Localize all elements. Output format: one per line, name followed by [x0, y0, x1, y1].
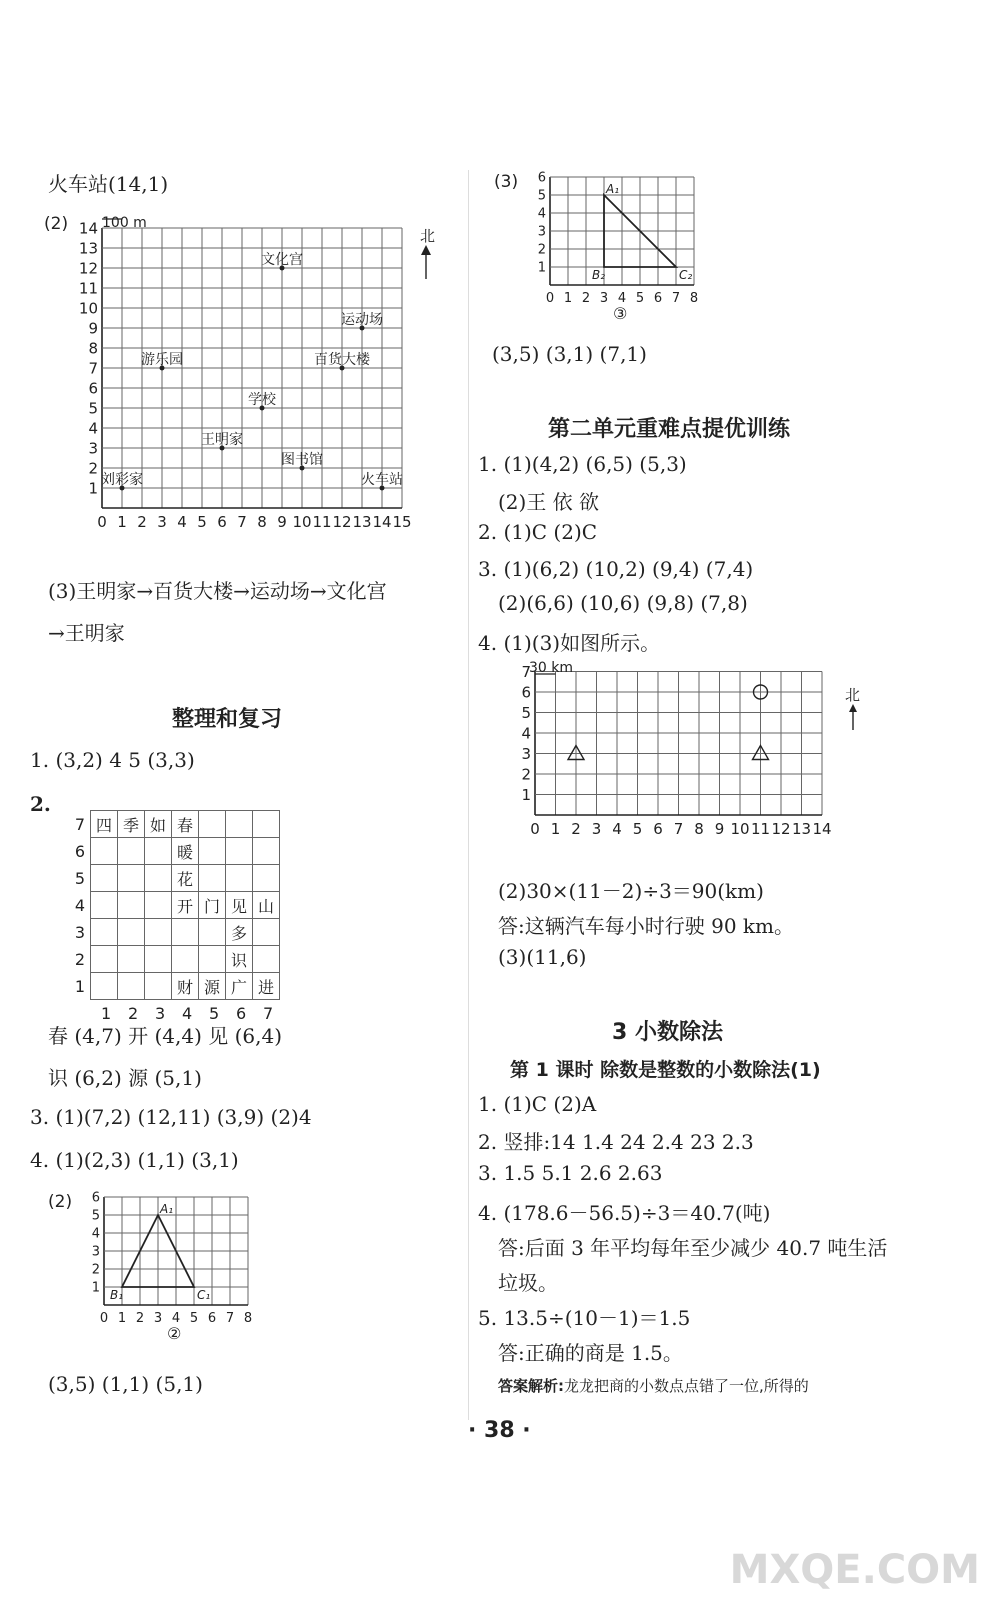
char-grid-cell [199, 865, 226, 892]
north-arrow-head [849, 704, 857, 712]
watermark: MXQE.COM [729, 1547, 980, 1593]
lesson-title: 第 1 课时 除数是整数的小数除法(1) [510, 1059, 821, 1081]
x-tick-label: 4 [612, 820, 622, 838]
x-tick-label: 5 [197, 513, 207, 531]
chapter3-q5: 5. 13.5÷(10－1)＝1.5 [478, 1306, 691, 1330]
x-tick-label: 4 [177, 513, 187, 531]
unit2-q4b: (2)30×(11－2)÷3＝90(km) [498, 879, 764, 903]
x-tick-label: 7 [671, 291, 681, 306]
unit2-title: 第二单元重难点提优训练 [548, 417, 791, 442]
y-tick-label: 8 [88, 339, 98, 358]
char-grid-cell: 季 [118, 811, 145, 838]
y-tick-label: 14 [78, 219, 98, 238]
char-grid-cell [145, 946, 172, 973]
x-tick-label: 6 [217, 513, 227, 531]
y-tick-label: 6 [537, 170, 546, 186]
char-grid-cell: 进 [253, 973, 280, 1000]
north-label: 北 [845, 686, 861, 704]
y-tick-label: 1 [521, 785, 531, 804]
y-tick-label: 6 [91, 1190, 100, 1206]
char-grid-y-label: 7 [74, 814, 86, 834]
x-tick-label: 10 [730, 820, 750, 838]
vertex-a-label: A₁ [160, 1202, 174, 1216]
place-label: 运动场 [341, 312, 383, 328]
figure-2-coordinates: (3,5) (1,1) (5,1) [48, 1372, 203, 1396]
place-label: 文化宫 [261, 252, 303, 268]
char-grid-cell [253, 865, 280, 892]
x-tick-label: 3 [153, 1311, 163, 1326]
chapter3-q4-answer-b: 垃圾。 [498, 1271, 558, 1295]
y-tick-label: 5 [537, 188, 546, 204]
char-grid-cell: 财 [172, 973, 199, 1000]
x-tick-label: 0 [530, 820, 540, 838]
char-grid-cell [199, 838, 226, 865]
x-tick-label: 7 [225, 1311, 235, 1326]
triangle-figure-2 [44, 1185, 284, 1365]
char-grid-cell [253, 946, 280, 973]
y-tick-label: 11 [78, 279, 98, 298]
vertex-b-label: B₁ [110, 1288, 124, 1302]
y-tick-label: 3 [88, 439, 98, 458]
char-grid-cell [118, 892, 145, 919]
y-tick-label: 2 [521, 765, 531, 784]
y-tick-label: 1 [91, 1280, 100, 1296]
map-grid-4 [505, 660, 895, 860]
char-grid-y-label: 1 [74, 976, 86, 996]
chapter3-q3: 3. 1.5 5.1 2.6 2.63 [478, 1161, 663, 1185]
review-title: 整理和复习 [172, 707, 283, 732]
char-grid-cell [253, 919, 280, 946]
char-grid-cell [91, 919, 118, 946]
unit2-q4d: (3)(11,6) [498, 945, 587, 969]
x-tick-label: 15 [392, 513, 412, 531]
x-tick-label: 2 [137, 513, 147, 531]
figure-label: (2) [44, 214, 69, 234]
char-grid-cell [145, 973, 172, 1000]
y-tick-label: 1 [537, 260, 546, 276]
char-grid-cell [118, 946, 145, 973]
char-grid-row [70, 811, 280, 838]
place-label: 游乐园 [141, 352, 183, 368]
char-grid-cell [199, 919, 226, 946]
page-number: · 38 · [468, 1418, 531, 1443]
x-tick-label: 13 [791, 820, 812, 838]
y-tick-label: 6 [521, 683, 531, 702]
x-tick-label: 3 [591, 820, 602, 838]
unit2-q4c: 答:这辆汽车每小时行驶 90 km。 [498, 914, 794, 938]
route-line-1: (3)王明家→百货大楼→运动场→文化宫 [48, 579, 387, 603]
char-grid-cell: 门 [199, 892, 226, 919]
x-tick-label: 2 [571, 820, 581, 838]
char-grid-cell [118, 973, 145, 1000]
vertex-a-label: A₁ [606, 182, 620, 196]
place-label: 刘彩家 [101, 472, 143, 488]
char-grid-cell: 识 [226, 946, 253, 973]
x-tick-label: 11 [750, 820, 771, 838]
char-grid-cell [91, 838, 118, 865]
unit2-q4: 4. (1)(3)如图所示。 [478, 631, 661, 655]
char-grid-cell: 广 [226, 973, 253, 1000]
place-label: 百货大楼 [314, 352, 370, 368]
char-grid-x-label: 5 [209, 1004, 220, 1023]
y-tick-label: 4 [521, 724, 531, 743]
y-tick-label: 7 [88, 359, 98, 378]
y-tick-label: 2 [88, 459, 98, 478]
char-grid-cell [226, 838, 253, 865]
char-grid-y-label: 4 [74, 895, 86, 915]
north-arrow-head [421, 245, 431, 255]
place-label: 图书馆 [281, 452, 323, 468]
x-tick-label: 8 [243, 1311, 253, 1326]
x-tick-label: 5 [632, 820, 643, 838]
x-tick-label: 3 [157, 513, 167, 531]
x-tick-label: 7 [673, 820, 684, 838]
analysis-text: 龙龙把商的小数点点错了一位,所得的 [564, 1377, 809, 1395]
x-tick-label: 0 [97, 513, 107, 531]
char-grid-cell: 多 [226, 919, 253, 946]
char-grid-row [70, 865, 280, 892]
map-grid-2 [40, 205, 460, 550]
chapter3-q1: 1. (1)C (2)A [478, 1092, 597, 1116]
char-grid-y-label: 3 [74, 922, 86, 942]
y-tick-label: 3 [91, 1244, 100, 1260]
y-tick-label: 4 [537, 206, 546, 222]
figure-caption: ② [167, 1324, 182, 1343]
review-q3: 3. (1)(7,2) (12,11) (3,9) (2)4 [30, 1105, 312, 1129]
grid-lines [102, 228, 402, 508]
unit2-q1a: 1. (1)(4,2) (6,5) (5,3) [478, 452, 687, 476]
unit2-q2: 2. (1)C (2)C [478, 520, 598, 544]
place-label: 学校 [248, 392, 276, 408]
chapter3-q4: 4. (178.6－56.5)÷3＝40.7(吨) [478, 1201, 771, 1225]
char-grid-cell [91, 865, 118, 892]
y-tick-label: 6 [88, 379, 98, 398]
y-tick-label: 10 [78, 299, 98, 318]
y-tick-label: 4 [91, 1226, 100, 1242]
char-grid-cell [253, 838, 280, 865]
x-tick-label: 8 [257, 513, 267, 531]
char-grid-cell [145, 865, 172, 892]
char-grid-cell: 源 [199, 973, 226, 1000]
char-grid-y-label: 2 [74, 949, 86, 969]
y-tick-label: 3 [537, 224, 546, 240]
x-tick-label: 1 [117, 1311, 127, 1326]
x-tick-label: 1 [550, 820, 561, 838]
x-tick-label: 4 [171, 1311, 181, 1326]
y-tick-label: 1 [88, 479, 98, 498]
figure-label: (3) [494, 172, 519, 192]
character-grid [70, 810, 280, 1000]
x-tick-label: 0 [99, 1311, 109, 1326]
char-grid-cell [91, 892, 118, 919]
chapter3-q4-answer-a: 答:后面 3 年平均每年至少减少 40.7 吨生活 [498, 1236, 888, 1260]
review-q1: 1. (3,2) 4 5 (3,3) [30, 748, 195, 772]
char-grid-cell: 四 [91, 811, 118, 838]
route-line-2: →王明家 [48, 621, 125, 645]
char-grid-y-label: 5 [74, 868, 86, 888]
review-q2-label: 2. [30, 792, 51, 816]
unit2-q3b: (2)(6,6) (10,6) (9,8) (7,8) [498, 591, 748, 615]
y-tick-label: 4 [88, 419, 98, 438]
char-grid-cell: 暖 [172, 838, 199, 865]
y-tick-label: 13 [78, 239, 98, 258]
figure-label: (2) [48, 1192, 73, 1212]
char-grid-x-label: 1 [101, 1004, 112, 1023]
x-tick-label: 6 [653, 820, 663, 838]
char-grid-row [70, 946, 280, 973]
chapter3-title: 3 小数除法 [612, 1020, 723, 1045]
figure-3-coordinates: (3,5) (3,1) (7,1) [492, 342, 647, 366]
x-tick-label: 8 [694, 820, 704, 838]
char-grid-cell [226, 811, 253, 838]
scale-label: 30 km [529, 660, 574, 676]
review-q4: 4. (1)(2,3) (1,1) (3,1) [30, 1148, 239, 1172]
chapter3-q5-answer: 答:正确的商是 1.5。 [498, 1341, 683, 1365]
char-grid-x-label: 3 [155, 1004, 166, 1023]
north-label: 北 [420, 227, 436, 245]
char-grid-cell: 花 [172, 865, 199, 892]
char-grid-cell [172, 946, 199, 973]
chapter3-q2: 2. 竖排:14 1.4 24 2.4 23 2.3 [478, 1130, 754, 1154]
triangle-figure-3 [490, 165, 720, 330]
char-grid-cell [91, 946, 118, 973]
y-tick-label: 3 [521, 744, 531, 763]
figure-caption: ③ [613, 304, 628, 323]
char-grid-cell [118, 919, 145, 946]
char-grid-cell: 见 [226, 892, 253, 919]
char-grid-cell [118, 838, 145, 865]
column-divider [468, 170, 469, 1420]
char-grid-x-label: 6 [236, 1004, 247, 1023]
unit2-q3a: 3. (1)(6,2) (10,2) (9,4) (7,4) [478, 557, 754, 581]
char-grid-cell [145, 838, 172, 865]
x-tick-label: 7 [237, 513, 247, 531]
char-grid-row [70, 892, 280, 919]
char-grid-x-label: 2 [128, 1004, 139, 1023]
char-grid-row [70, 973, 280, 1000]
char-grid-cell: 春 [172, 811, 199, 838]
x-tick-label: 8 [689, 291, 699, 306]
x-tick-label: 9 [714, 820, 725, 838]
y-tick-label: 5 [91, 1208, 100, 1224]
place-label: 火车站 [361, 472, 403, 488]
char-grid-cell [199, 811, 226, 838]
x-tick-label: 4 [617, 291, 627, 306]
x-tick-label: 12 [332, 513, 352, 531]
vertex-b-label: B₂ [592, 268, 606, 282]
x-tick-label: 13 [352, 513, 372, 531]
char-grid-row [70, 919, 280, 946]
x-tick-label: 12 [771, 820, 791, 838]
char-grid-cell [145, 919, 172, 946]
char-grid-cell [253, 811, 280, 838]
char-grid-row [70, 838, 280, 865]
char-grid-cell: 开 [172, 892, 199, 919]
x-tick-label: 3 [599, 291, 609, 306]
char-grid-cell: 如 [145, 811, 172, 838]
vertex-c-label: C₂ [679, 268, 693, 282]
char-grid-cell [145, 892, 172, 919]
y-tick-label: 2 [537, 242, 546, 258]
x-tick-label: 14 [812, 820, 832, 838]
place-label: 王明家 [201, 432, 243, 448]
unit2-q1b: (2)王 依 欲 [498, 490, 600, 514]
char-grid-cell: 山 [253, 892, 280, 919]
y-tick-label: 5 [521, 703, 531, 722]
x-tick-label: 0 [545, 291, 555, 306]
y-tick-label: 5 [88, 399, 98, 418]
grid-lines [550, 177, 694, 285]
x-tick-label: 6 [653, 291, 663, 306]
x-tick-label: 10 [292, 513, 312, 531]
char-grid-cell [226, 865, 253, 892]
top-line: 火车站(14,1) [48, 172, 169, 196]
y-tick-label: 12 [78, 259, 98, 278]
x-tick-label: 11 [312, 513, 332, 531]
x-tick-label: 2 [581, 291, 591, 306]
char-grid-x-label: 4 [182, 1004, 193, 1023]
analysis-label: 答案解析: [498, 1377, 564, 1395]
vertex-c-label: C₁ [197, 1288, 211, 1302]
char-grid-y-label: 6 [74, 841, 86, 861]
x-tick-label: 6 [207, 1311, 217, 1326]
x-tick-label: 5 [635, 291, 645, 306]
x-tick-label: 1 [117, 513, 127, 531]
char-grid-cell [172, 919, 199, 946]
y-tick-label: 7 [521, 662, 531, 681]
y-tick-label: 2 [91, 1262, 100, 1278]
x-tick-label: 5 [189, 1311, 199, 1326]
scale-label: 100 m [102, 215, 147, 231]
review-q2-answer-2: 识 (6,2) 源 (5,1) [48, 1066, 202, 1090]
y-tick-label: 9 [88, 319, 98, 338]
x-tick-label: 2 [135, 1311, 145, 1326]
char-grid-cell [91, 973, 118, 1000]
char-grid-x-label: 7 [263, 1004, 274, 1023]
x-tick-label: 14 [372, 513, 392, 531]
char-grid-cell [118, 865, 145, 892]
char-grid-cell [199, 946, 226, 973]
x-tick-label: 1 [563, 291, 573, 306]
review-q2-answer-1: 春 (4,7) 开 (4,4) 见 (6,4) [48, 1024, 283, 1048]
grid-lines [535, 672, 822, 816]
x-tick-label: 9 [277, 513, 287, 531]
